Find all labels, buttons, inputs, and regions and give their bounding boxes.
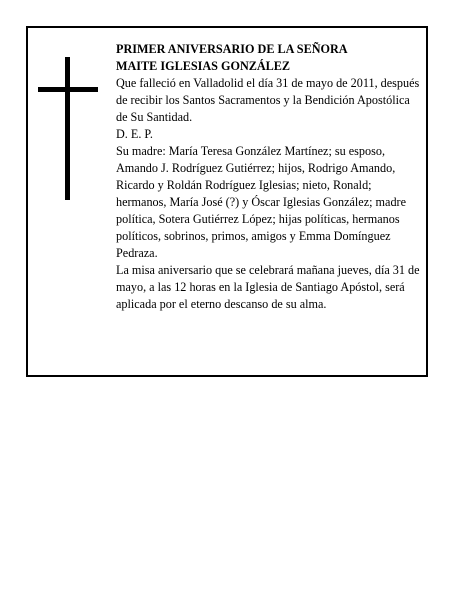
obituary-notice <box>26 26 428 377</box>
notice-heading-line2: MAITE IGLESIAS GONZÁLEZ <box>116 59 291 73</box>
notice-intro: Que falleció en Valladolid el día 31 de mayo de 2011, después de recibir los Santos Sacramentos y la Bendición Apostólica de Su Santidad. <box>116 76 420 124</box>
cross-horizontal-bar <box>38 87 98 92</box>
notice-family: Su madre: María Teresa González Martínez; su esposo, Amando J. Rodríguez Gutiérrez; hijos, Rodrigo Amando, Ricardo y Roldán Rodríguez Iglesias; nieto, Ronald; hermanos, María José (?) y Óscar Iglesias González; madre política, Sotera Gutiérrez López; hijas políticas, hermanos políticos, sobrinos, primos, amigos y Emma Domínguez Pedraza. <box>116 144 407 260</box>
notice-dep: D. E. P. <box>116 127 153 141</box>
cross-icon <box>38 57 98 200</box>
notice-text <box>116 41 422 313</box>
notice-heading-line1: PRIMER ANIVERSARIO DE LA SEÑORA <box>116 42 348 56</box>
cross-vertical-bar <box>65 57 70 200</box>
notice-mass: La misa aniversario que se celebrará mañana jueves, día 31 de mayo, a las 12 horas en la Iglesia de Santiago Apóstol, será aplicada por el eterno descanso de su alma. <box>116 263 420 311</box>
